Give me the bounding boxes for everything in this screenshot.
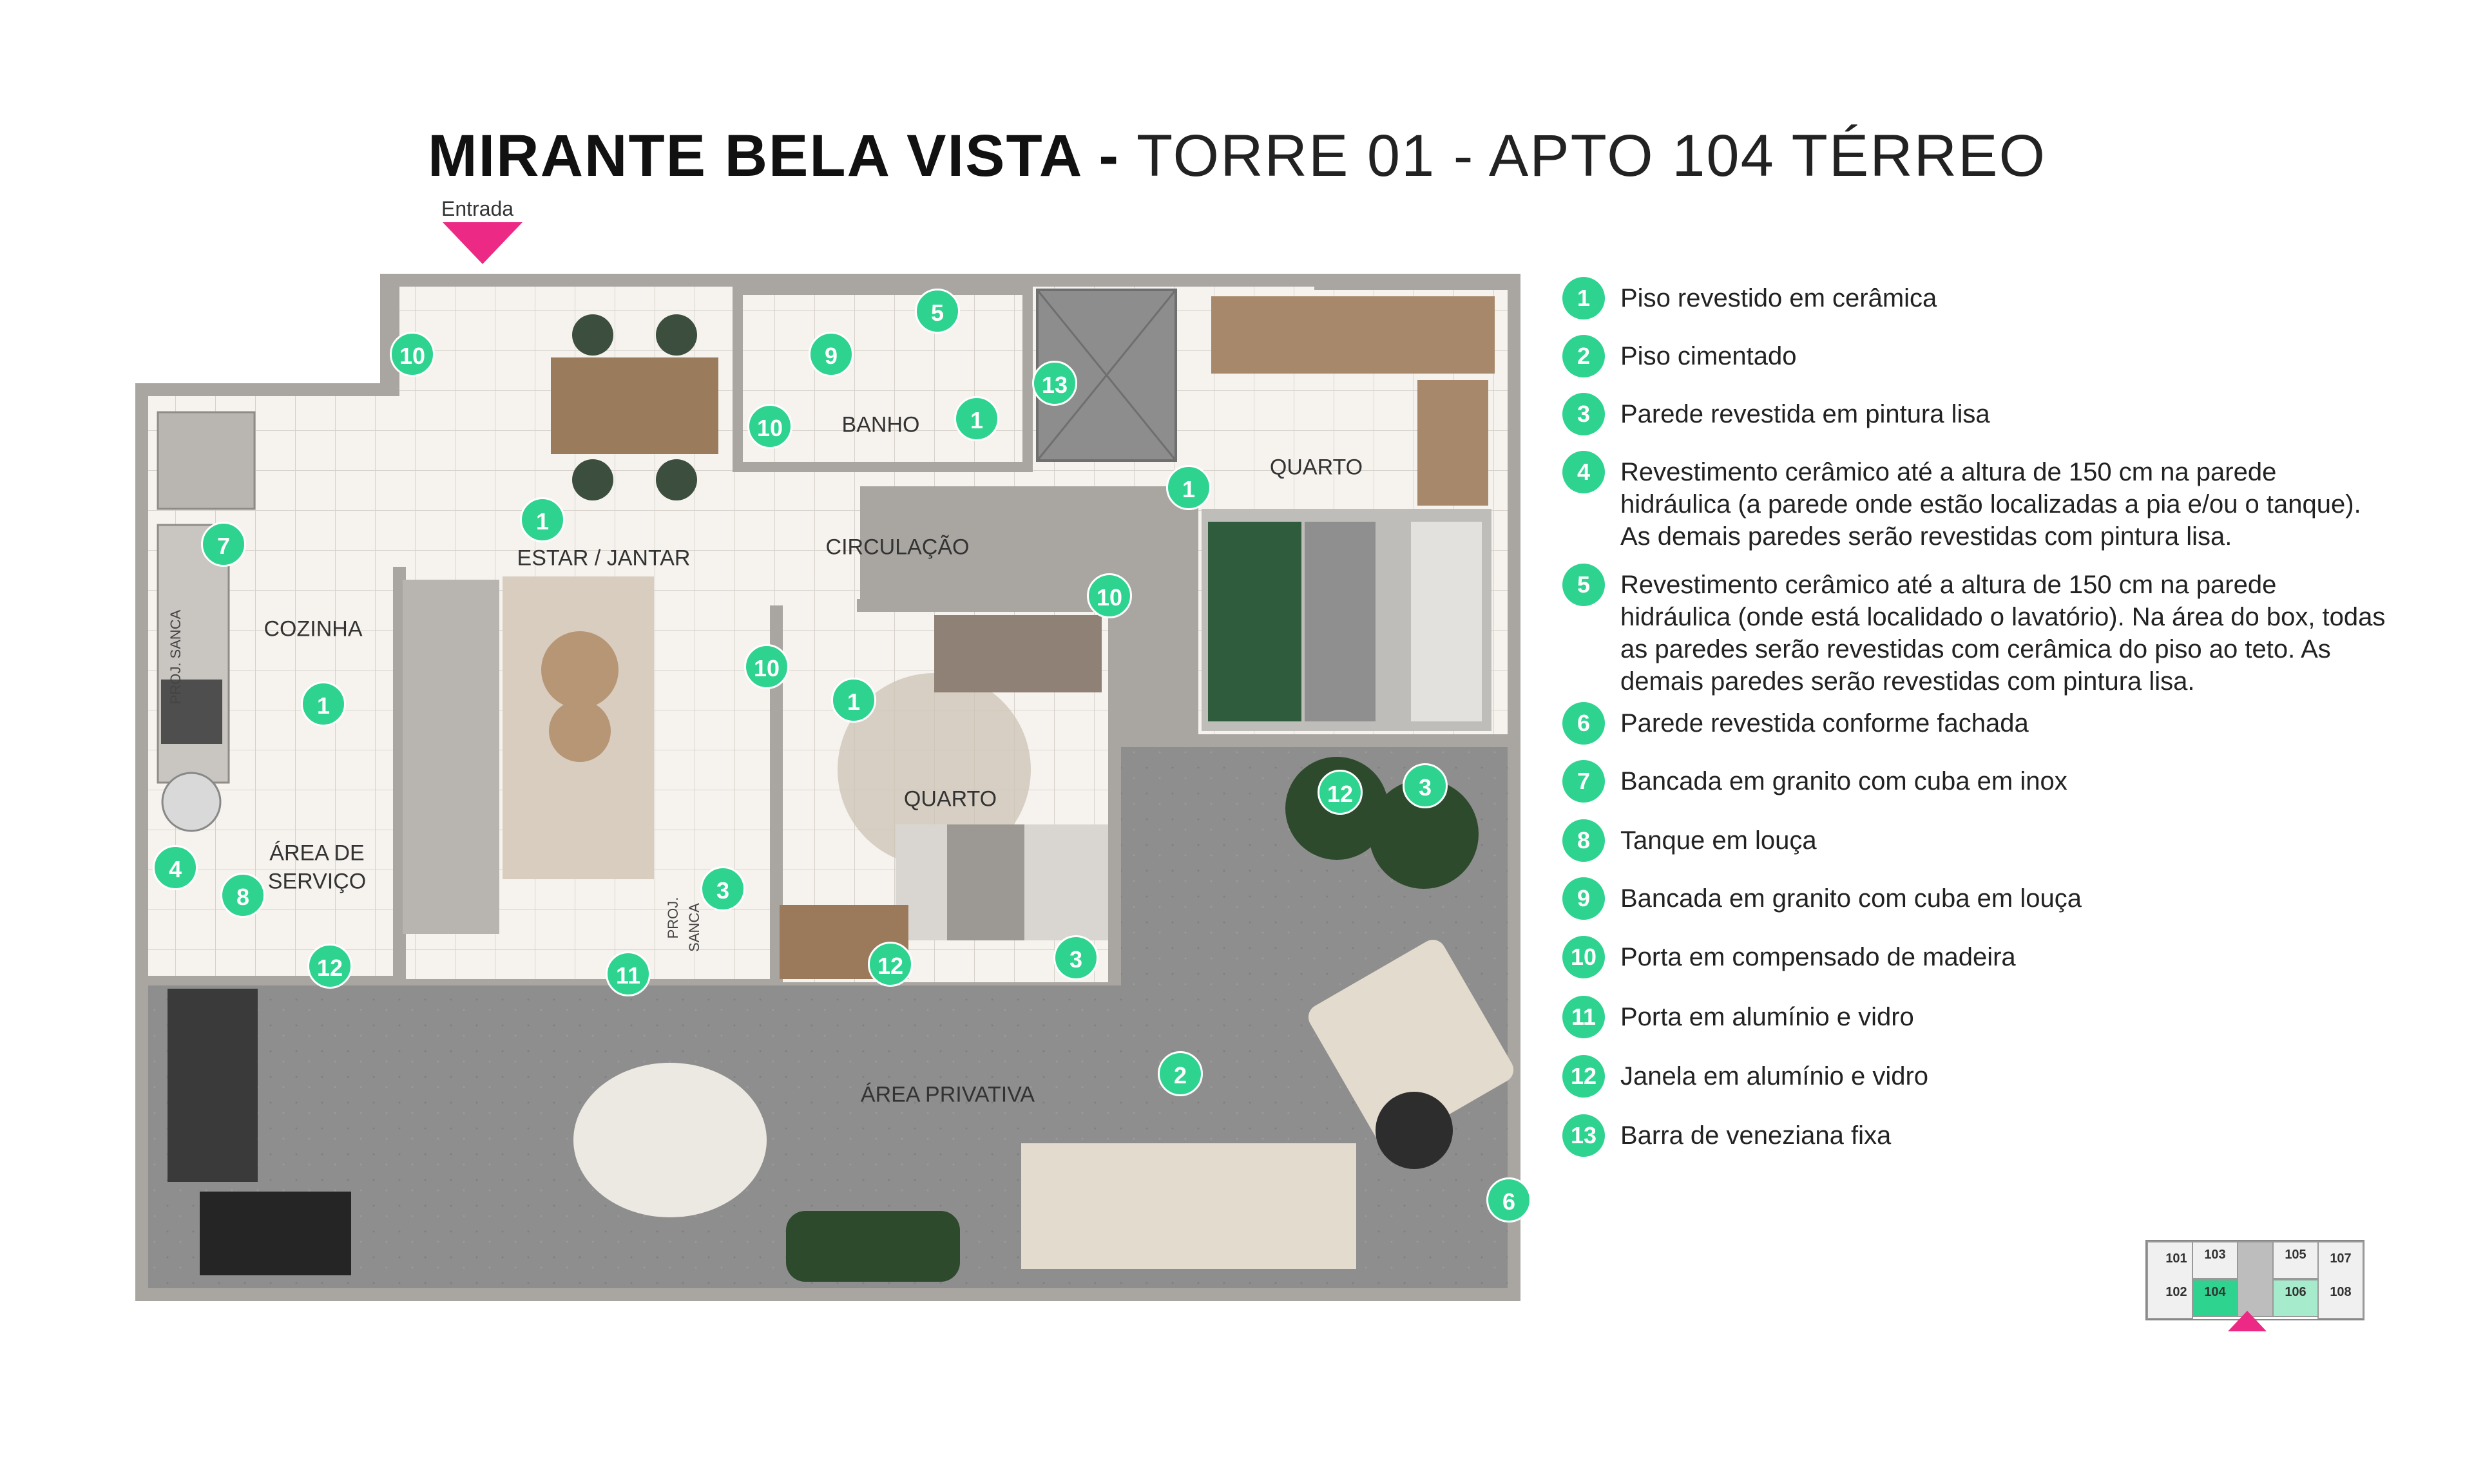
proj-sanca-label-2b: SANCA — [686, 903, 702, 952]
marker: 3 — [1403, 763, 1448, 808]
marker: 12 — [1318, 770, 1363, 815]
room-label-quarto-2: QUARTO — [1269, 455, 1363, 480]
key-plan-unit: 106 — [2285, 1285, 2306, 1299]
marker: 10 — [1087, 573, 1132, 618]
room-label-area-servico-1: ÁREA DE — [269, 841, 365, 866]
barbecue — [168, 989, 258, 1182]
wardrobe — [1211, 296, 1495, 374]
washer — [162, 773, 220, 831]
marker: 13 — [1032, 361, 1077, 406]
marker: 1 — [520, 497, 565, 542]
legend-text: Porta em alumínio e vidro — [1620, 1003, 1914, 1031]
room-label-circulacao: CIRCULAÇÃO — [825, 535, 970, 560]
marker: 7 — [201, 522, 246, 567]
legend-number: 4 — [1562, 451, 1605, 493]
key-plan-unit: 108 — [2330, 1285, 2352, 1299]
room-label-area-servico-2: SERVIÇO — [267, 869, 367, 894]
legend-number: 7 — [1562, 760, 1605, 803]
marker: 10 — [744, 644, 789, 689]
entrance-arrow-icon — [443, 222, 523, 264]
legend-text: Parede revestida em pintura lisa — [1620, 400, 1990, 428]
key-plan-unit: 101 — [2165, 1251, 2187, 1266]
legend-number: 10 — [1562, 936, 1605, 978]
marker: 1 — [831, 678, 876, 723]
legend-number: 6 — [1562, 702, 1605, 745]
legend-number: 8 — [1562, 819, 1605, 862]
title-unit: TORRE 01 - APTO 104 TÉRREO — [1136, 123, 2047, 189]
marker: 9 — [809, 332, 854, 377]
legend-text: Parede revestida conforme fachada — [1620, 709, 2029, 737]
title-project: MIRANTE BELA VISTA - — [427, 123, 1120, 189]
marker: 3 — [1053, 935, 1098, 980]
room-label-cozinha: COZINHA — [264, 616, 363, 642]
proj-sanca-label: PROJ. SANCA — [168, 609, 184, 705]
legend-text: Barra de veneziana fixa — [1620, 1121, 1892, 1150]
key-plan-unit: 102 — [2165, 1285, 2187, 1299]
marker: 2 — [1158, 1051, 1203, 1096]
legend-text: Piso revestido em cerâmica — [1620, 284, 1937, 312]
legend-number: 5 — [1562, 564, 1605, 606]
key-plan-arrow-icon — [2228, 1311, 2267, 1331]
key-plan-unit-highlight: 104 — [2204, 1285, 2226, 1299]
legend-text: Bancada em granito com cuba em inox — [1620, 767, 2067, 795]
legend-text: Tanque em louça — [1620, 826, 1817, 855]
legend-number: 3 — [1562, 393, 1605, 435]
marker: 4 — [153, 845, 198, 890]
marker: 10 — [747, 404, 792, 449]
marker: 1 — [1166, 465, 1211, 510]
marker: 6 — [1486, 1177, 1531, 1222]
fridge — [158, 412, 254, 509]
key-plan-unit: 103 — [2204, 1248, 2226, 1262]
legend-text: Revestimento cerâmico até a altura de 150 cm na parede hidráulica (a parede onde estão localizadas a pia e/ou o tanque). As demais paredes serão revestidas com pintura lisa. — [1620, 458, 2361, 551]
marker: 5 — [915, 289, 960, 334]
legend-number: 11 — [1562, 996, 1605, 1038]
legend-text: Janela em alumínio e vidro — [1620, 1062, 1929, 1090]
sofa — [403, 580, 499, 934]
marker: 11 — [606, 951, 651, 996]
marker: 12 — [307, 944, 352, 989]
proj-sanca-label-2a: PROJ. — [665, 897, 681, 939]
grill — [200, 1192, 351, 1275]
page-title — [0, 122, 2474, 190]
dining-table — [551, 357, 718, 454]
legend-number: 9 — [1562, 877, 1605, 920]
marker: 3 — [700, 866, 745, 911]
room-label-area-privativa: ÁREA PRIVATIVA — [860, 1082, 1035, 1107]
legend-text: Bancada em granito com cuba em louça — [1620, 884, 2082, 913]
marker: 10 — [390, 332, 435, 377]
outdoor-sofa — [1021, 1143, 1356, 1269]
outdoor-table — [573, 1063, 767, 1217]
marker: 1 — [301, 681, 346, 727]
key-plan-unit: 105 — [2285, 1248, 2306, 1262]
legend-text: Porta em compensado de madeira — [1620, 943, 2016, 971]
key-plan-unit: 107 — [2330, 1251, 2352, 1266]
legend-number: 12 — [1562, 1055, 1605, 1098]
marker: 1 — [954, 396, 999, 441]
legend-number: 1 — [1562, 277, 1605, 319]
legend-text: Revestimento cerâmico até a altura de 150 cm na parede hidráulica (onde está localidado o lavatório). Na área do box, todas as paredes serão revestidas com cerâmica do piso ao teto. As demais paredes serão revestidas com pintura lisa. — [1620, 571, 2386, 696]
legend-number: 13 — [1562, 1114, 1605, 1157]
floor-plan — [135, 271, 1520, 1314]
room-label-estar: ESTAR / JANTAR — [517, 546, 691, 571]
room-label-quarto-1: QUARTO — [903, 786, 997, 812]
legend-text: Piso cimentado — [1620, 342, 1797, 370]
legend-number: 2 — [1562, 335, 1605, 377]
marker: 12 — [868, 942, 913, 987]
room-label-banho: BANHO — [841, 412, 920, 437]
marker: 8 — [220, 873, 265, 918]
entrance-label: Entrada — [441, 197, 514, 220]
